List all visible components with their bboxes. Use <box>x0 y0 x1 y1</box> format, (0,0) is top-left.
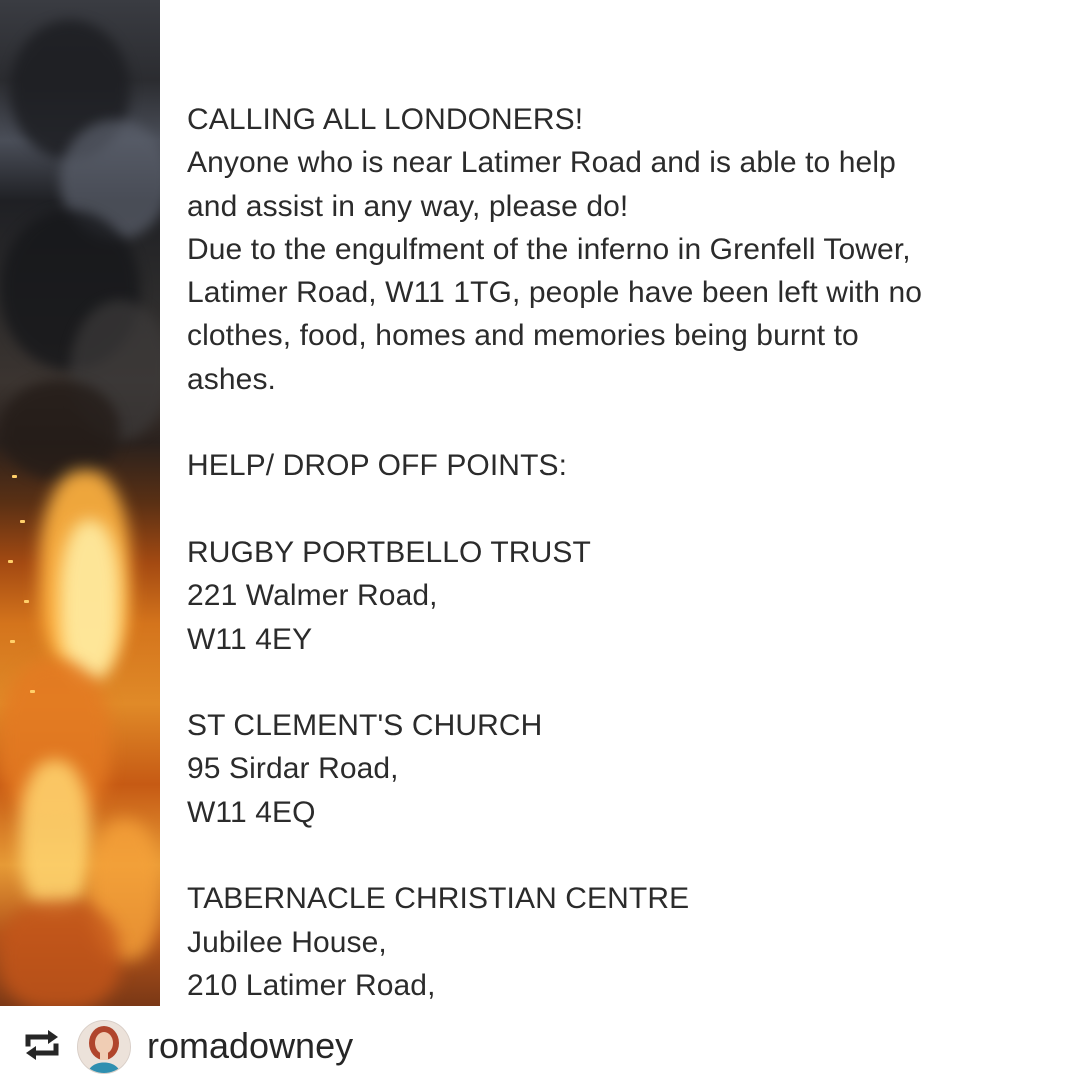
repost-icon <box>22 1028 62 1062</box>
drop-off-address: 210 Latimer Road, <box>187 968 436 1002</box>
drop-off-name: ST CLEMENT'S CHURCH <box>187 709 543 743</box>
drop-off-address: 221 Walmer Road, <box>187 579 438 613</box>
drop-off-name: RUGBY PORTBELLO TRUST <box>187 535 591 569</box>
notice-title: CALLING ALL LONDONERS! <box>187 103 584 136</box>
avatar-portrait-icon <box>78 1021 130 1073</box>
notice-line: and assist in any way, please do! <box>187 189 629 223</box>
drop-off-heading: HELP/ DROP OFF POINTS: <box>187 449 568 483</box>
notice-line: Anyone who is near Latimer Road and is able to help <box>187 146 896 180</box>
drop-off-postcode: W11 4EQ <box>187 795 316 829</box>
avatar[interactable] <box>77 1020 131 1074</box>
notice-line: clothes, food, homes and memories being burnt to <box>187 319 859 353</box>
notice-line: Due to the engulfment of the inferno in Grenfell Tower, <box>187 232 911 266</box>
drop-off-name: TABERNACLE CHRISTIAN CENTRE <box>187 882 690 916</box>
grenfell-fire-photo <box>0 0 160 1006</box>
notice-line: Latimer Road, W11 1TG, people have been left with no <box>187 276 923 310</box>
notice-line: ashes. <box>187 362 276 396</box>
drop-off-address: 95 Sirdar Road, <box>187 752 399 786</box>
username-link[interactable]: romadowney <box>147 1025 354 1066</box>
drop-off-postcode: W11 4EY <box>187 622 313 656</box>
notice-text <box>187 98 1067 1007</box>
repost-bar <box>0 1006 1080 1080</box>
drop-off-address: Jubilee House, <box>187 925 387 959</box>
